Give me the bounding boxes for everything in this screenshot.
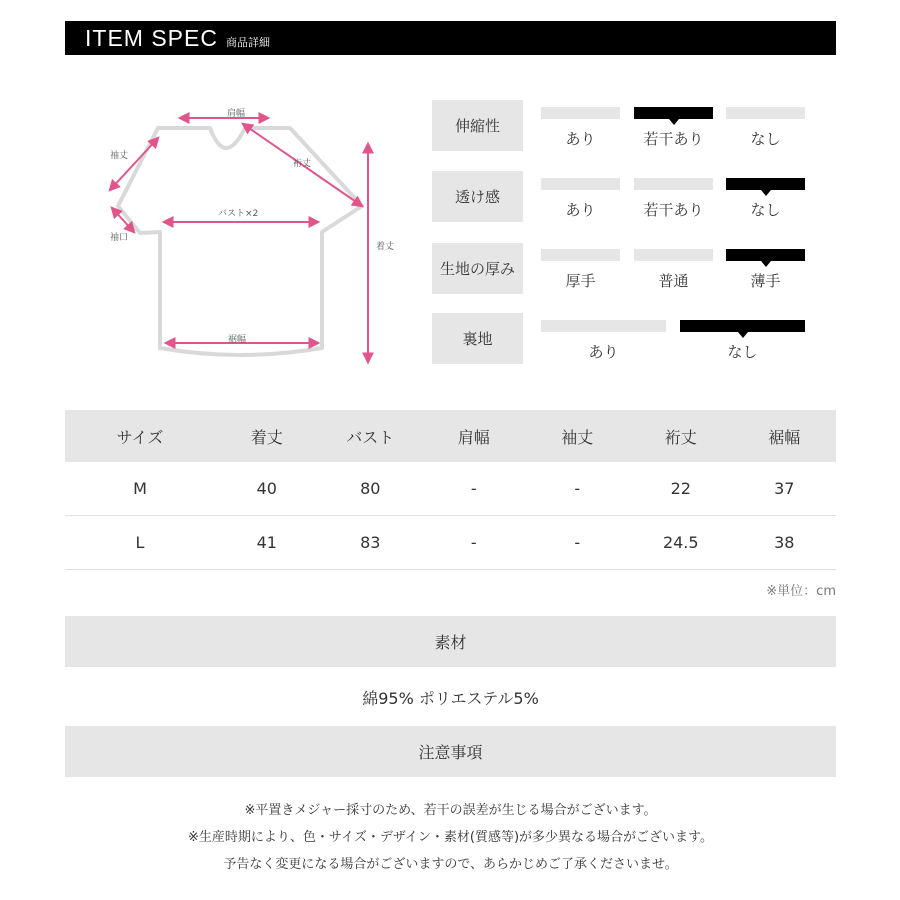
spec-label: 生地の厚み xyxy=(432,243,523,294)
table-cell: 83 xyxy=(360,533,381,552)
table-cell: 37 xyxy=(774,479,795,498)
note-line: ※生産時期により、色・サイズ・デザイン・素材(質感等)が多少異なる場合がございます。 xyxy=(187,830,714,845)
table-cell: 24.5 xyxy=(662,533,699,552)
option-bar-selected xyxy=(680,320,805,332)
option-text: あり xyxy=(565,201,596,219)
table-cell: - xyxy=(470,533,477,552)
table-cell: - xyxy=(574,479,581,498)
spec-label: 裏地 xyxy=(432,313,523,364)
label-length: 着丈 xyxy=(376,242,395,252)
size-table xyxy=(65,410,836,570)
material-title: 素材 xyxy=(65,616,836,667)
table-header-cell: サイズ xyxy=(116,427,164,447)
table-row xyxy=(65,462,836,516)
option-bar xyxy=(634,178,713,190)
item-spec-header xyxy=(65,21,836,55)
notes-title: 注意事項 xyxy=(65,726,836,777)
label-bust: バスト×2 xyxy=(218,209,259,219)
option-text: なし xyxy=(727,343,758,361)
header-title: ITEM SPEC xyxy=(85,25,218,51)
table-header-cell: 裄丈 xyxy=(664,427,697,447)
table-header-cell: 肩幅 xyxy=(457,427,490,447)
option-text: なし xyxy=(750,130,781,148)
table-cell: 41 xyxy=(256,533,277,552)
option-text: あり xyxy=(565,130,596,148)
option-text: なし xyxy=(750,201,781,219)
option-bar xyxy=(634,249,713,261)
table-header-cell: 裾幅 xyxy=(768,427,801,447)
garment-diagram xyxy=(100,100,410,375)
unit-note: ※単位：cm xyxy=(766,584,836,599)
option-text: 厚手 xyxy=(565,272,596,290)
header-subtitle: 商品詳細 xyxy=(226,36,270,49)
option-text: 若干あり xyxy=(643,201,704,219)
option-bar-selected xyxy=(726,178,805,190)
table-header-row xyxy=(65,410,836,462)
option-bar xyxy=(541,320,666,332)
option-text: あり xyxy=(588,343,619,361)
label-sleeve-opening: 袖口 xyxy=(110,233,129,243)
table-header-cell: 着丈 xyxy=(250,427,283,447)
spec-label: 伸縮性 xyxy=(432,100,523,151)
table-row xyxy=(65,516,836,570)
table-cell: 22 xyxy=(670,479,691,498)
note-line: ※平置きメジャー採寸のため、若干の誤差が生じる場合がございます。 xyxy=(244,803,657,818)
label-sleeve-length: 袖丈 xyxy=(110,151,129,161)
option-bar-selected xyxy=(726,249,805,261)
label-shoulder: 肩幅 xyxy=(227,109,246,119)
tshirt-outline-icon xyxy=(100,100,410,375)
option-bar xyxy=(541,178,620,190)
table-cell: M xyxy=(133,479,147,498)
option-text: 普通 xyxy=(658,272,689,290)
material-text: 綿95% ポリエステル5% xyxy=(362,689,539,708)
table-cell: - xyxy=(470,479,477,498)
table-cell: L xyxy=(135,533,145,552)
label-yuki: 裄丈 xyxy=(293,159,312,169)
note-line: 予告なく変更になる場合がございますので、あらかじめご了承くださいませ。 xyxy=(223,857,678,872)
spec-label: 透け感 xyxy=(432,171,523,222)
table-header-cell: 袖丈 xyxy=(561,427,594,447)
table-cell: - xyxy=(574,533,581,552)
option-bar-selected xyxy=(634,107,713,119)
table-cell: 38 xyxy=(774,533,795,552)
table-cell: 80 xyxy=(360,479,381,498)
option-text: 薄手 xyxy=(750,272,781,290)
option-bar xyxy=(541,249,620,261)
option-bar xyxy=(541,107,620,119)
label-hem: 裾幅 xyxy=(228,335,247,345)
option-bar xyxy=(726,107,805,119)
option-text: 若干あり xyxy=(643,130,704,148)
table-cell: 40 xyxy=(256,479,277,498)
table-header-cell: バスト xyxy=(346,427,395,447)
